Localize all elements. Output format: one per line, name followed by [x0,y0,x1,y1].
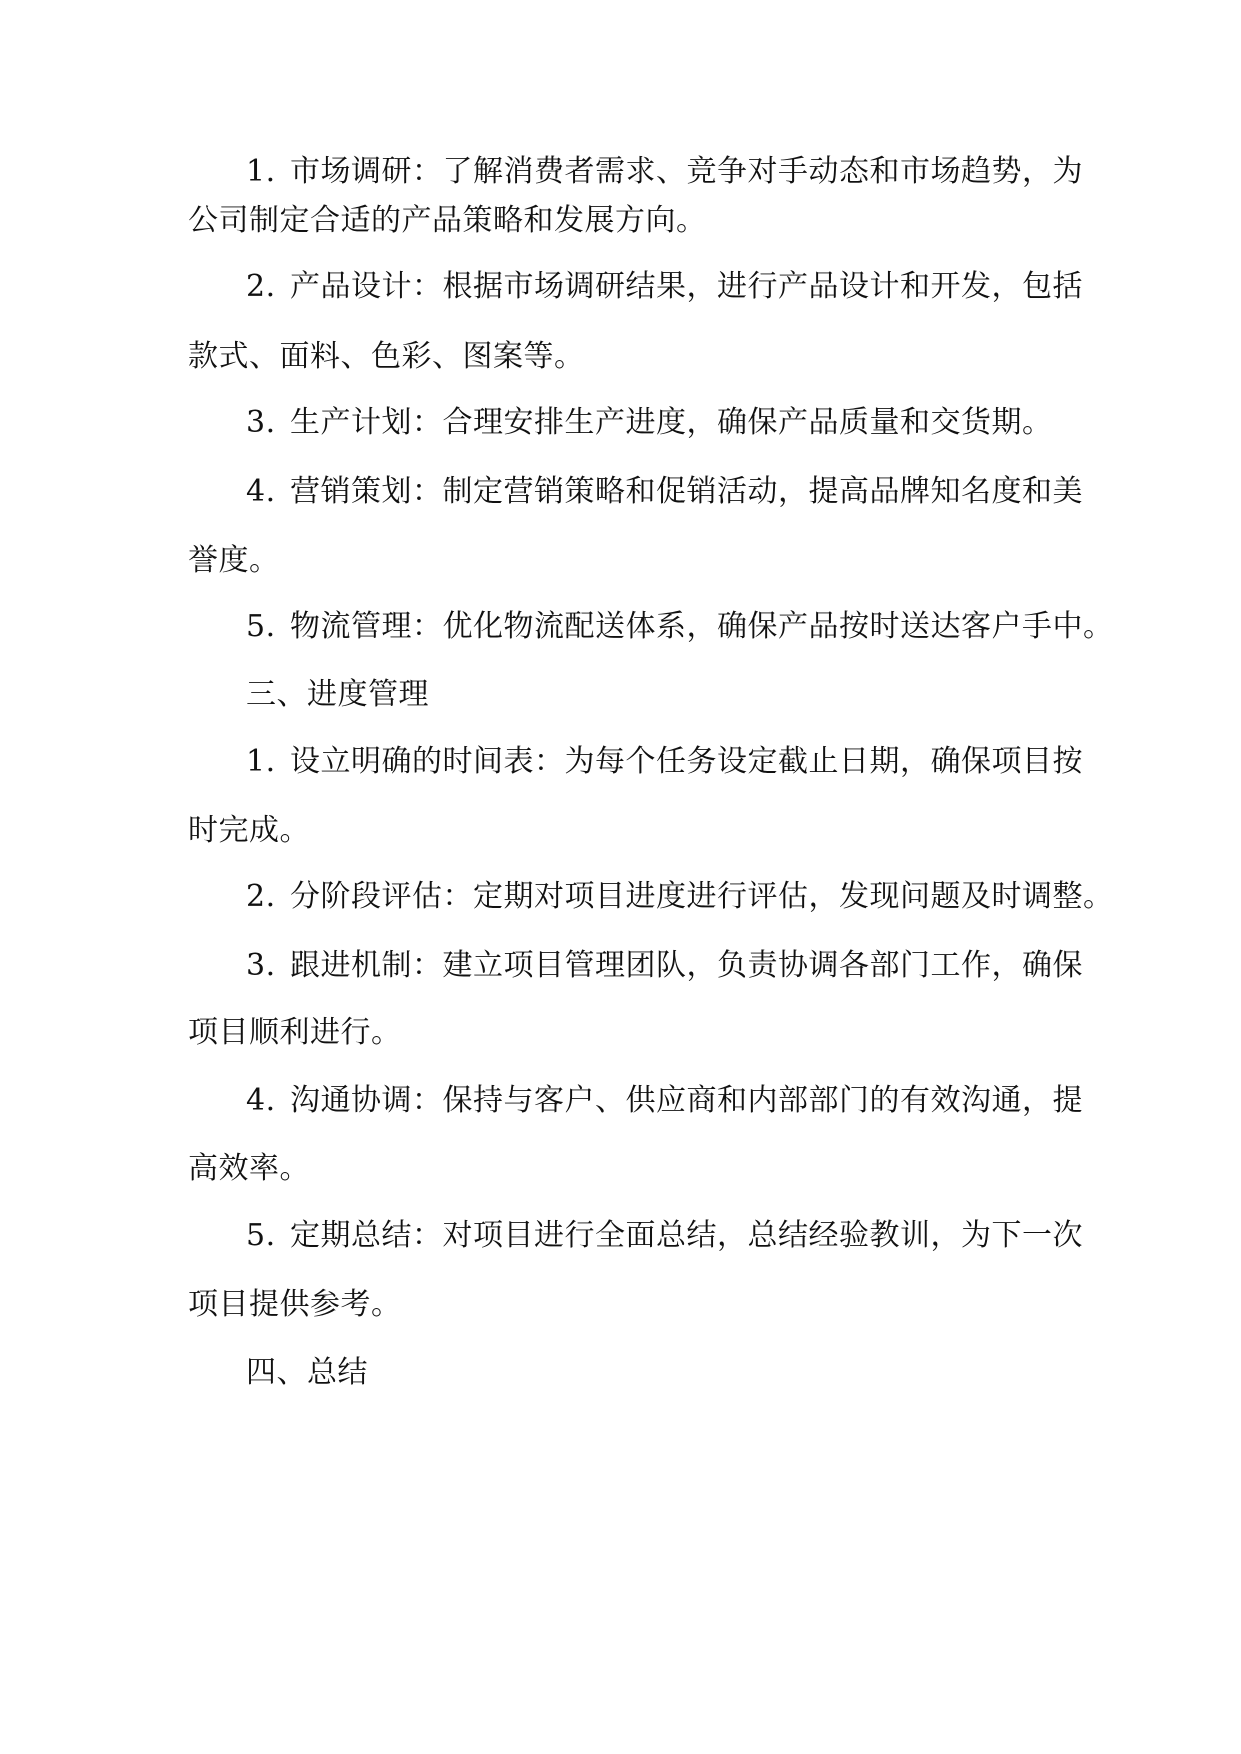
item-number: 3. [246,948,276,983]
section-heading: 四、总结 [246,1355,368,1390]
item-number: 2. [246,269,276,304]
item-text: 跟进机制：建立项目管理团队，负责协调各部门工作，确保 [290,948,1083,983]
item-text: 定期总结：对项目进行全面总结，总结经验教训，为下一次 [290,1218,1083,1253]
list-item-continuation: 款式、面料、色彩、图案等。 [188,339,585,374]
item-number: 4. [246,1083,276,1118]
item-text: 营销策划：制定营销策略和促销活动，提高品牌知名度和美 [290,474,1083,509]
list-item-line [246,152,1083,192]
item-text: 设立明确的时间表：为每个任务设定截止日期，确保项目按 [290,744,1083,779]
item-number: 1. [246,154,276,189]
item-text: 物流管理：优化物流配送体系，确保产品按时送达客户手中。 [290,609,1114,644]
list-item-continuation: 项目顺利进行。 [188,1015,402,1050]
list-item-line [246,1081,1083,1121]
list-item-continuation: 高效率。 [188,1151,310,1186]
list-item-line [246,877,1114,917]
list-item-continuation: 公司制定合适的产品策略和发展方向。 [188,203,707,238]
list-item-continuation: 誉度。 [188,543,280,578]
section-heading: 三、进度管理 [246,677,429,712]
list-item-line [246,403,1053,443]
list-item-continuation: 时完成。 [188,813,310,848]
list-item-line [246,946,1083,986]
item-number: 5. [246,1218,276,1253]
item-text: 市场调研：了解消费者需求、竞争对手动态和市场趋势，为 [290,154,1083,189]
list-item-continuation: 项目提供参考。 [188,1287,402,1322]
item-number: 4. [246,474,276,509]
item-text: 产品设计：根据市场调研结果，进行产品设计和开发，包括 [290,269,1083,304]
item-text: 沟通协调：保持与客户、供应商和内部部门的有效沟通，提 [290,1083,1083,1118]
item-number: 5. [246,609,276,644]
item-text: 生产计划：合理安排生产进度，确保产品质量和交货期。 [290,405,1053,440]
item-number: 1. [246,744,276,779]
item-number: 2. [246,879,276,914]
list-item-line [246,472,1083,512]
list-item-line [246,607,1114,647]
list-item-line [246,1216,1083,1256]
item-text: 分阶段评估：定期对项目进度进行评估，发现问题及时调整。 [290,879,1114,914]
item-number: 3. [246,405,276,440]
list-item-line [246,267,1083,307]
list-item-line [246,742,1083,782]
